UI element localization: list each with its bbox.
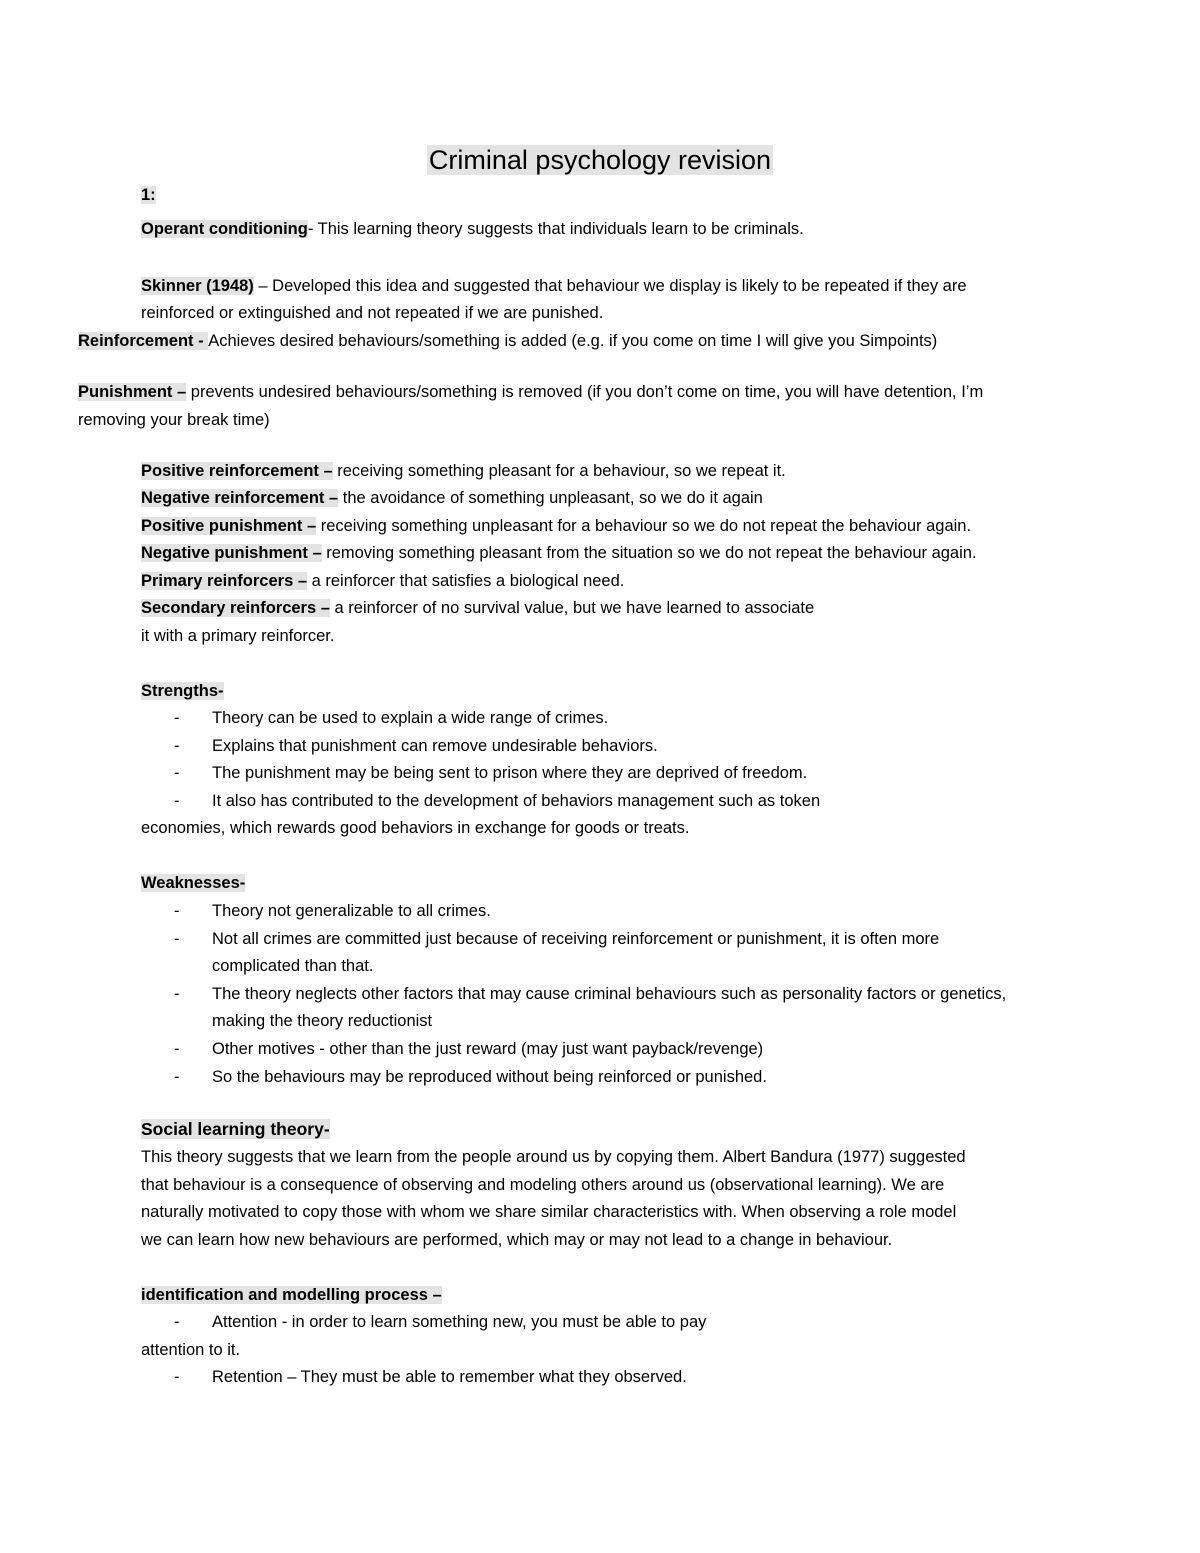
bullet-dash: - [174, 1313, 180, 1331]
weaknesses-heading: Weaknesses- [141, 874, 246, 892]
bullet-dash: - [174, 792, 180, 810]
imp-item-retention: Retention – They must be able to remember what they observed. [212, 1368, 687, 1386]
weakness-item: Other motives - other than the just reward (may just want payback/revenge) [212, 1040, 764, 1058]
strength-item: Theory can be used to explain a wide range of crimes. [212, 709, 609, 727]
definition-row: Primary reinforcers – a reinforcer that satisfies a biological need. [141, 572, 625, 590]
weakness-item-cont: complicated than that. [212, 957, 374, 975]
skinner-line-2: reinforced or extinguished and not repeated if we are punished. [141, 304, 604, 322]
bullet-dash: - [174, 985, 180, 1003]
weakness-item: So the behaviours may be reproduced without being reinforced or punished. [212, 1068, 767, 1086]
skinner-term: Skinner (1948) [141, 277, 254, 295]
definition-row: Negative reinforcement – the avoidance of something unpleasant, so we do it again [141, 489, 763, 507]
bullet-dash: - [174, 930, 180, 948]
weakness-item: Not all crimes are committed just because of receiving reinforcement or punishment, it is often more [212, 930, 940, 948]
strength-item: The punishment may be being sent to prison where they are deprived of freedom. [212, 764, 808, 782]
imp-item-attention: Attention - in order to learn something new, you must be able to pay [212, 1313, 707, 1331]
strength-item: Explains that punishment can remove undesirable behaviors. [212, 737, 658, 755]
punishment-line: Punishment – prevents undesired behaviours/something is removed (if you don’t come on time, you will have detention, I’m [78, 383, 984, 401]
bullet-dash: - [174, 902, 180, 920]
definition-row: Positive punishment – receiving something unpleasant for a behaviour so we do not repeat the behaviour again. [141, 517, 972, 535]
slt-paragraph-line: that behaviour is a consequence of observing and modeling others around us (observational learning). We are [141, 1176, 945, 1194]
slt-paragraph-line: This theory suggests that we learn from the people around us by copying them. Albert Bandura (1977) suggested [141, 1148, 966, 1166]
definition-row: Secondary reinforcers – a reinforcer of no survival value, but we have learned to associate [141, 599, 815, 617]
document-title: Criminal psychology revision [428, 145, 772, 175]
definition-cont: it with a primary reinforcer. [141, 627, 335, 645]
operant-line [141, 218, 804, 240]
reinforcement-term: Reinforcement - [78, 332, 209, 350]
weakness-item: Theory not generalizable to all crimes. [212, 902, 491, 920]
weakness-item-cont: making the theory reductionist [212, 1012, 433, 1030]
section-number: 1: [141, 186, 156, 204]
slt-paragraph-line: we can learn how new behaviours are performed, which may or may not lead to a change in behaviour. [141, 1231, 893, 1249]
bullet-dash: - [174, 764, 180, 782]
document-title-wrap [0, 142, 1200, 178]
bullet-dash: - [174, 1068, 180, 1086]
bullet-dash: - [174, 709, 180, 727]
weakness-item: The theory neglects other factors that may cause criminal behaviours such as personality factors or genetics, [212, 985, 1007, 1003]
bullet-dash: - [174, 737, 180, 755]
punishment-term: Punishment – [78, 383, 187, 401]
punishment-line-2: removing your break time) [78, 411, 270, 429]
operant-text: - This learning theory suggests that individuals learn to be criminals. [307, 220, 804, 238]
imp-item-attention-cont: attention to it. [141, 1341, 241, 1359]
strengths-heading: Strengths- [141, 682, 224, 700]
strength-item: It also has contributed to the development of behaviors management such as token [212, 792, 821, 810]
imp-heading: identification and modelling process – [141, 1286, 442, 1304]
bullet-dash: - [174, 1368, 180, 1386]
operant-term: Operant conditioning [141, 220, 308, 238]
skinner-line: Skinner (1948) – Developed this idea and suggested that behaviour we display is likely to be repeated if they are [141, 277, 967, 295]
slt-paragraph-line: naturally motivated to copy those with whom we share similar characteristics with. When observing a role model [141, 1203, 957, 1221]
bullet-dash: - [174, 1040, 180, 1058]
strength-cont: economies, which rewards good behaviors in exchange for goods or treats. [141, 819, 690, 837]
definition-row: Negative punishment – removing something pleasant from the situation so we do not repeat the behaviour again. [141, 544, 977, 562]
definition-row: Positive reinforcement – receiving something pleasant for a behaviour, so we repeat it. [141, 462, 786, 480]
slt-heading: Social learning theory- [141, 1119, 330, 1139]
reinforcement-line: Reinforcement - Achieves desired behaviours/something is added (e.g. if you come on time I will give you Simpoints) [78, 332, 938, 350]
